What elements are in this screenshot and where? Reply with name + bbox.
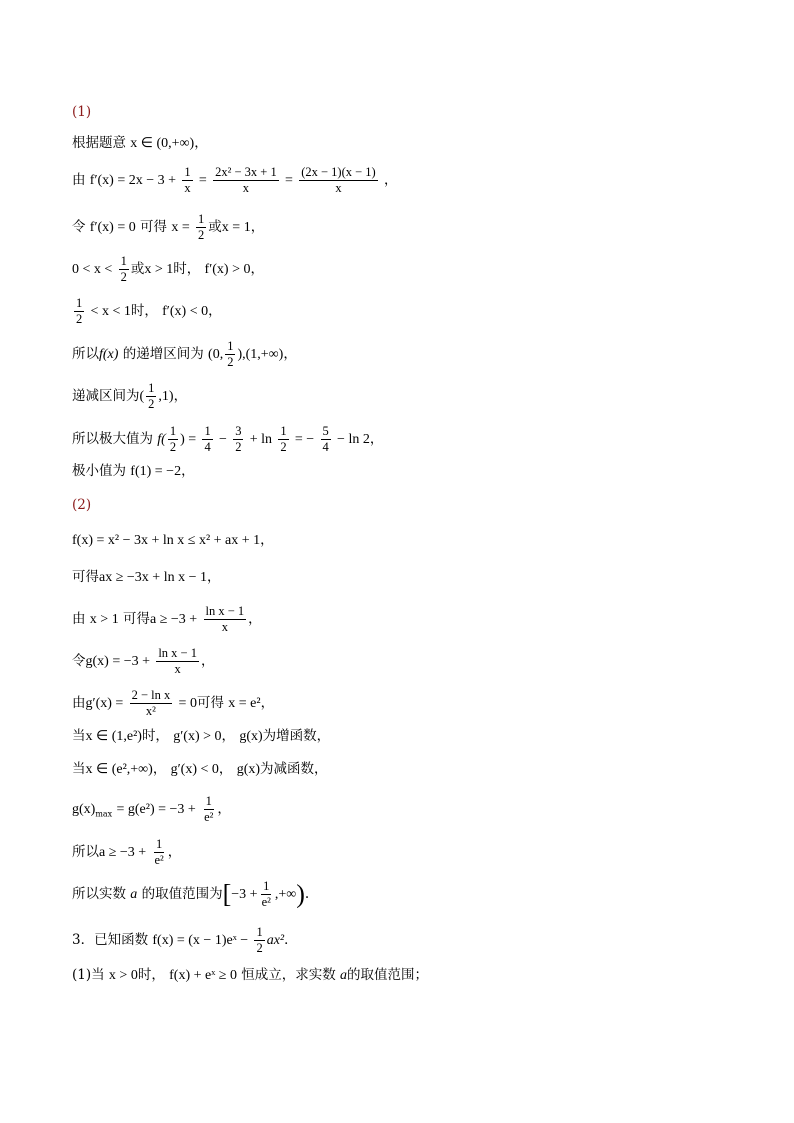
increasing-condition-line: 0 < x < $\frac{1}{2}$ 或x > 1时， f′(x) > 0， <box>72 254 264 284</box>
g-derivative-line: 由g′(x) = $\frac{\text{2 − ln x}}{\text{x²}}$ = 0可得 x = e²， <box>72 688 275 718</box>
derivative-line: 由 f′(x) = 2x − 3 + $\frac{1}{x}$ = $\frac{\text{2x² − 3x + 1}}{x}$ = $\frac{(2x - 1)(x - 1)}{x}$ ， <box>72 165 398 195</box>
problem3-question1: (1)当 x > 0时， f(x) + eˣ ≥ 0 恒成立，求实数 a的取值范围； <box>72 967 429 983</box>
decreasing-interval-line: 递减区间为( $\frac{1}{2}$ ,1)， <box>72 381 188 411</box>
g-max-line: $g(x)_{max} = g(e^2) = -3$ + $\frac{1}{\text{e²}}$ ， <box>72 794 231 824</box>
critical-points-line: 令 f′(x) = 0 可得 x = $\frac{1}{2}$ 或x = 1， <box>72 212 265 242</box>
g-decreasing-line: 当x ∈ (e²,+∞)， g′(x) < 0， g(x)为减函数， <box>72 761 328 777</box>
g-definition-line: 令g(x) = −3 + $\frac{\text{ln x − 1}}{x}$ ， <box>72 646 215 676</box>
rearranged-line: 可得ax ≥ −3x + ln x − 1， <box>72 569 221 585</box>
g-increasing-line: 当x ∈ (1,e²)时， g′(x) > 0， g(x)为增函数， <box>72 728 331 744</box>
part1-label: (1) <box>72 104 92 120</box>
param-bound-line: 由 x > 1 可得a ≥ −3 + $\frac{\text{ln x − 1}}{x}$ ， <box>72 604 262 634</box>
inequality-line: f(x) = x² − 3x + ln x ≤ x² + ax + 1， <box>72 532 274 548</box>
a-bound-line: 所以a ≥ −3 + $\frac{1}{\text{e²}}$ ， <box>72 837 182 867</box>
domain-line: 根据题意 x ∈ (0,+∞)， <box>72 135 208 151</box>
increasing-interval-line: 所以f(x) 的递增区间为 (0, $\frac{1}{2}$ ),(1,+∞)， <box>72 339 297 369</box>
local-max-line: 所以极大值为 f( $\frac{1}{2}$ ) = $\frac{1}{4}$ − $\frac{3}{2}$ + ln $\frac{1}{2}$ = − $\frac{5}{4}$ − ln 2， <box>72 424 384 454</box>
decreasing-condition-line: $\frac{1}{2}$ < x < 1时， f′(x) < 0， <box>76 296 222 326</box>
range-answer-line: 所以实数 a 的取值范围为[−3 + $\frac{1}{\text{e²}}$ ,+∞). <box>72 879 310 909</box>
part2-label: (2) <box>72 497 92 513</box>
problem3-statement: 3．已知函数 f(x) = (x − 1)eˣ − $\frac{1}{2}$ ax²． <box>72 925 298 955</box>
local-min-line: 极小值为 f(1) = −2， <box>72 463 195 479</box>
